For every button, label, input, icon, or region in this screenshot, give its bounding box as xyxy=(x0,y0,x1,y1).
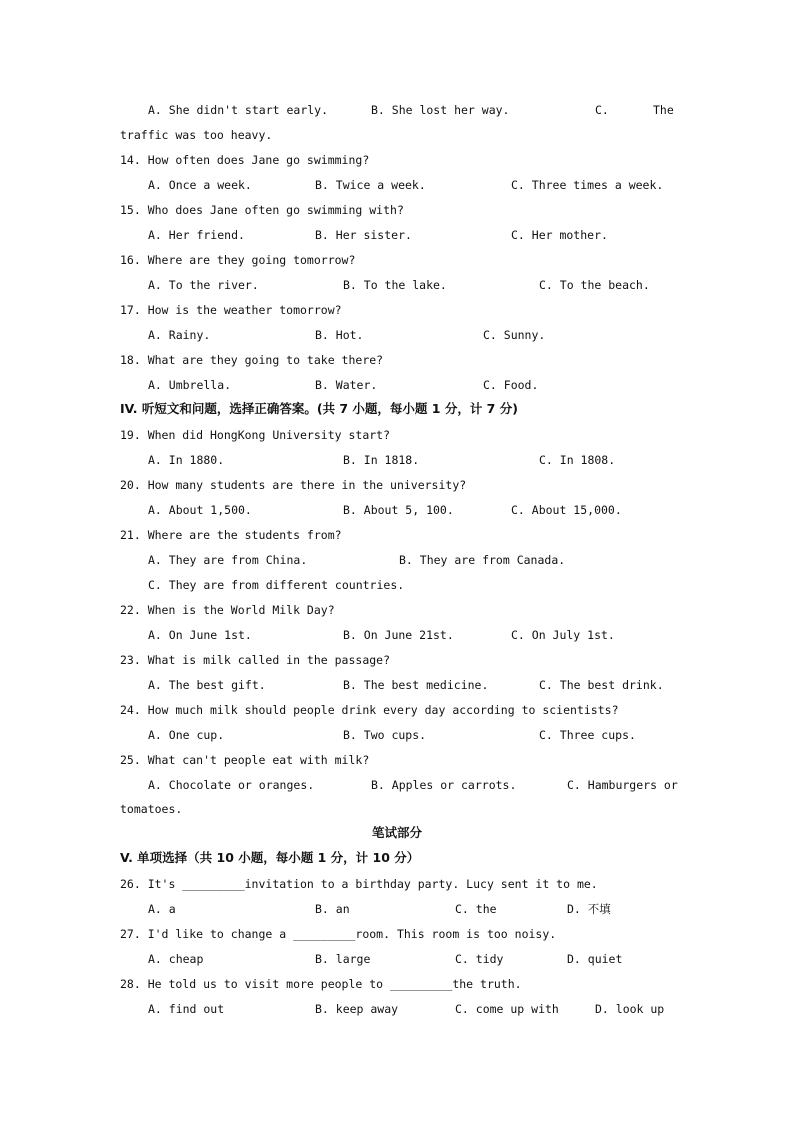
q22-option-b: B. On June 21st. xyxy=(343,628,454,642)
q16-option-a: A. To the river. xyxy=(148,278,259,292)
q13-option-b: B. She lost her way. xyxy=(371,103,510,117)
q14-option-a: A. Once a week. xyxy=(148,178,252,192)
q13-option-c-continued: traffic was too heavy. xyxy=(120,128,273,142)
q16-option-c: C. To the beach. xyxy=(539,278,650,292)
q16-option-b: B. To the lake. xyxy=(343,278,447,292)
q14-stem: 14. How often does Jane go swimming? xyxy=(120,153,370,167)
q23-option-c: C. The best drink. xyxy=(539,678,664,692)
q22-option-c: C. On July 1st. xyxy=(511,628,615,642)
q26-option-d: D. 不填 xyxy=(567,902,611,916)
q13-option-c-text: The xyxy=(653,103,674,117)
q25-option-b: B. Apples or carrots. xyxy=(371,778,517,792)
q25-option-c: C. Hamburgers or xyxy=(567,778,678,792)
section-iv-heading: IV. 听短文和问题，选择正确答案。(共 7 小题，每小题 1 分，计 7 分) xyxy=(120,401,518,416)
q23-option-a: A. The best gift. xyxy=(148,678,266,692)
q13-option-a: A. She didn't start early. xyxy=(148,103,329,117)
q20-stem: 20. How many students are there in the university? xyxy=(120,478,467,492)
q22-option-a: A. On June 1st. xyxy=(148,628,252,642)
section-v-heading: V. 单项选择（共 10 小题，每小题 1 分，计 10 分） xyxy=(120,850,420,865)
q18-stem: 18. What are they going to take there? xyxy=(120,353,384,367)
q28-stem: 28. He told us to visit more people to _________the truth. xyxy=(120,977,522,991)
q27-stem: 27. I'd like to change a _________room. This room is too noisy. xyxy=(120,927,557,941)
q26-option-a: A. a xyxy=(148,902,176,916)
q23-stem: 23. What is milk called in the passage? xyxy=(120,653,391,667)
q24-option-c: C. Three cups. xyxy=(539,728,636,742)
q20-option-b: B. About 5, 100. xyxy=(343,503,454,517)
q25-option-c-continued: tomatoes. xyxy=(120,802,183,816)
q18-option-c: C. Food. xyxy=(483,378,539,392)
q19-stem: 19. When did HongKong University start? xyxy=(120,428,391,442)
q15-stem: 15. Who does Jane often go swimming with? xyxy=(120,203,404,217)
q28-option-b: B. keep away xyxy=(315,1002,399,1016)
q25-stem: 25. What can't people eat with milk? xyxy=(120,753,370,767)
q27-option-a: A. cheap xyxy=(148,952,204,966)
q21-option-b: B. They are from Canada. xyxy=(399,553,566,567)
q28-option-c: C. come up with xyxy=(455,1002,559,1016)
q19-option-a: A. In 1880. xyxy=(148,453,225,467)
q26-stem: 26. It's _________invitation to a birthday party. Lucy sent it to me. xyxy=(120,877,598,891)
q21-stem: 21. Where are the students from? xyxy=(120,528,342,542)
q17-option-c: C. Sunny. xyxy=(483,328,546,342)
q13-option-c-label: C. xyxy=(595,103,609,117)
q17-option-a: A. Rainy. xyxy=(148,328,211,342)
q15-option-c: C. Her mother. xyxy=(511,228,608,242)
q28-option-a: A. find out xyxy=(148,1002,225,1016)
q17-stem: 17. How is the weather tomorrow? xyxy=(120,303,342,317)
q18-option-a: A. Umbrella. xyxy=(148,378,232,392)
q15-option-a: A. Her friend. xyxy=(148,228,245,242)
q20-option-c: C. About 15,000. xyxy=(511,503,622,517)
q27-option-d: D. quiet xyxy=(567,952,623,966)
q23-option-b: B. The best medicine. xyxy=(343,678,489,692)
q24-stem: 24. How much milk should people drink every day according to scientists? xyxy=(120,703,619,717)
q25-option-a: A. Chocolate or oranges. xyxy=(148,778,315,792)
q19-option-b: B. In 1818. xyxy=(343,453,420,467)
q21-option-a: A. They are from China. xyxy=(148,553,308,567)
q21-option-c: C. They are from different countries. xyxy=(148,578,405,592)
q17-option-b: B. Hot. xyxy=(315,328,364,342)
written-part-title: 笔试部分 xyxy=(371,825,422,840)
q14-option-c: C. Three times a week. xyxy=(511,178,664,192)
q18-option-b: B. Water. xyxy=(315,378,378,392)
q26-option-c: C. the xyxy=(455,902,497,916)
q26-option-b: B. an xyxy=(315,902,350,916)
q14-option-b: B. Twice a week. xyxy=(315,178,426,192)
q20-option-a: A. About 1,500. xyxy=(148,503,252,517)
q24-option-a: A. One cup. xyxy=(148,728,225,742)
q24-option-b: B. Two cups. xyxy=(343,728,427,742)
q27-option-b: B. large xyxy=(315,952,371,966)
q22-stem: 22. When is the World Milk Day? xyxy=(120,603,335,617)
q19-option-c: C. In 1808. xyxy=(539,453,616,467)
q15-option-b: B. Her sister. xyxy=(315,228,412,242)
q28-option-d: D. look up xyxy=(595,1002,665,1016)
q16-stem: 16. Where are they going tomorrow? xyxy=(120,253,356,267)
q27-option-c: C. tidy xyxy=(455,952,504,966)
